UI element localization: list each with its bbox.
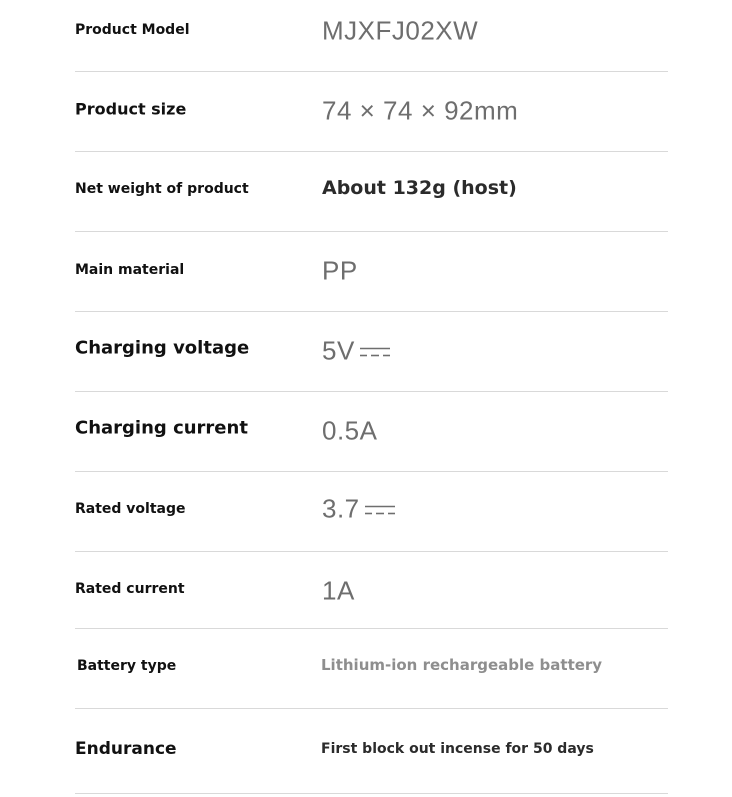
spec-value: Lithium-ion rechargeable battery — [321, 656, 603, 674]
divider — [75, 391, 668, 392]
divider — [75, 231, 668, 232]
spec-label: Main material — [75, 262, 185, 278]
spec-value-text: 5V — [322, 335, 355, 366]
spec-label: Charging current — [75, 417, 248, 439]
spec-label: Endurance — [75, 739, 177, 759]
spec-value: 0.5A — [322, 415, 378, 446]
spec-label: Rated voltage — [75, 501, 186, 517]
spec-label: Rated current — [75, 581, 185, 597]
spec-value — [322, 336, 390, 367]
divider — [75, 151, 668, 152]
spec-value-text: 3.7 — [322, 493, 360, 524]
spec-value — [322, 494, 395, 525]
dc-symbol-icon — [360, 345, 390, 359]
spec-label: Net weight of product — [75, 181, 249, 197]
divider — [75, 471, 668, 472]
spec-value: PP — [322, 255, 358, 286]
divider — [75, 708, 668, 709]
spec-value: About 132g (host) — [322, 177, 517, 199]
divider — [75, 71, 668, 72]
spec-value: First block out incense for 50 days — [321, 741, 594, 757]
spec-label: Charging voltage — [75, 337, 250, 359]
dc-symbol-icon — [365, 503, 395, 517]
spec-value: 1A — [322, 575, 355, 606]
divider — [75, 628, 668, 629]
spec-label: Product size — [75, 99, 187, 119]
divider — [75, 551, 668, 552]
spec-label: Battery type — [77, 658, 177, 674]
spec-value: MJXFJ02XW — [322, 15, 479, 46]
divider — [75, 793, 668, 794]
spec-label: Product Model — [75, 22, 190, 38]
divider — [75, 311, 668, 312]
spec-value: 74 × 74 × 92mm — [322, 95, 519, 126]
